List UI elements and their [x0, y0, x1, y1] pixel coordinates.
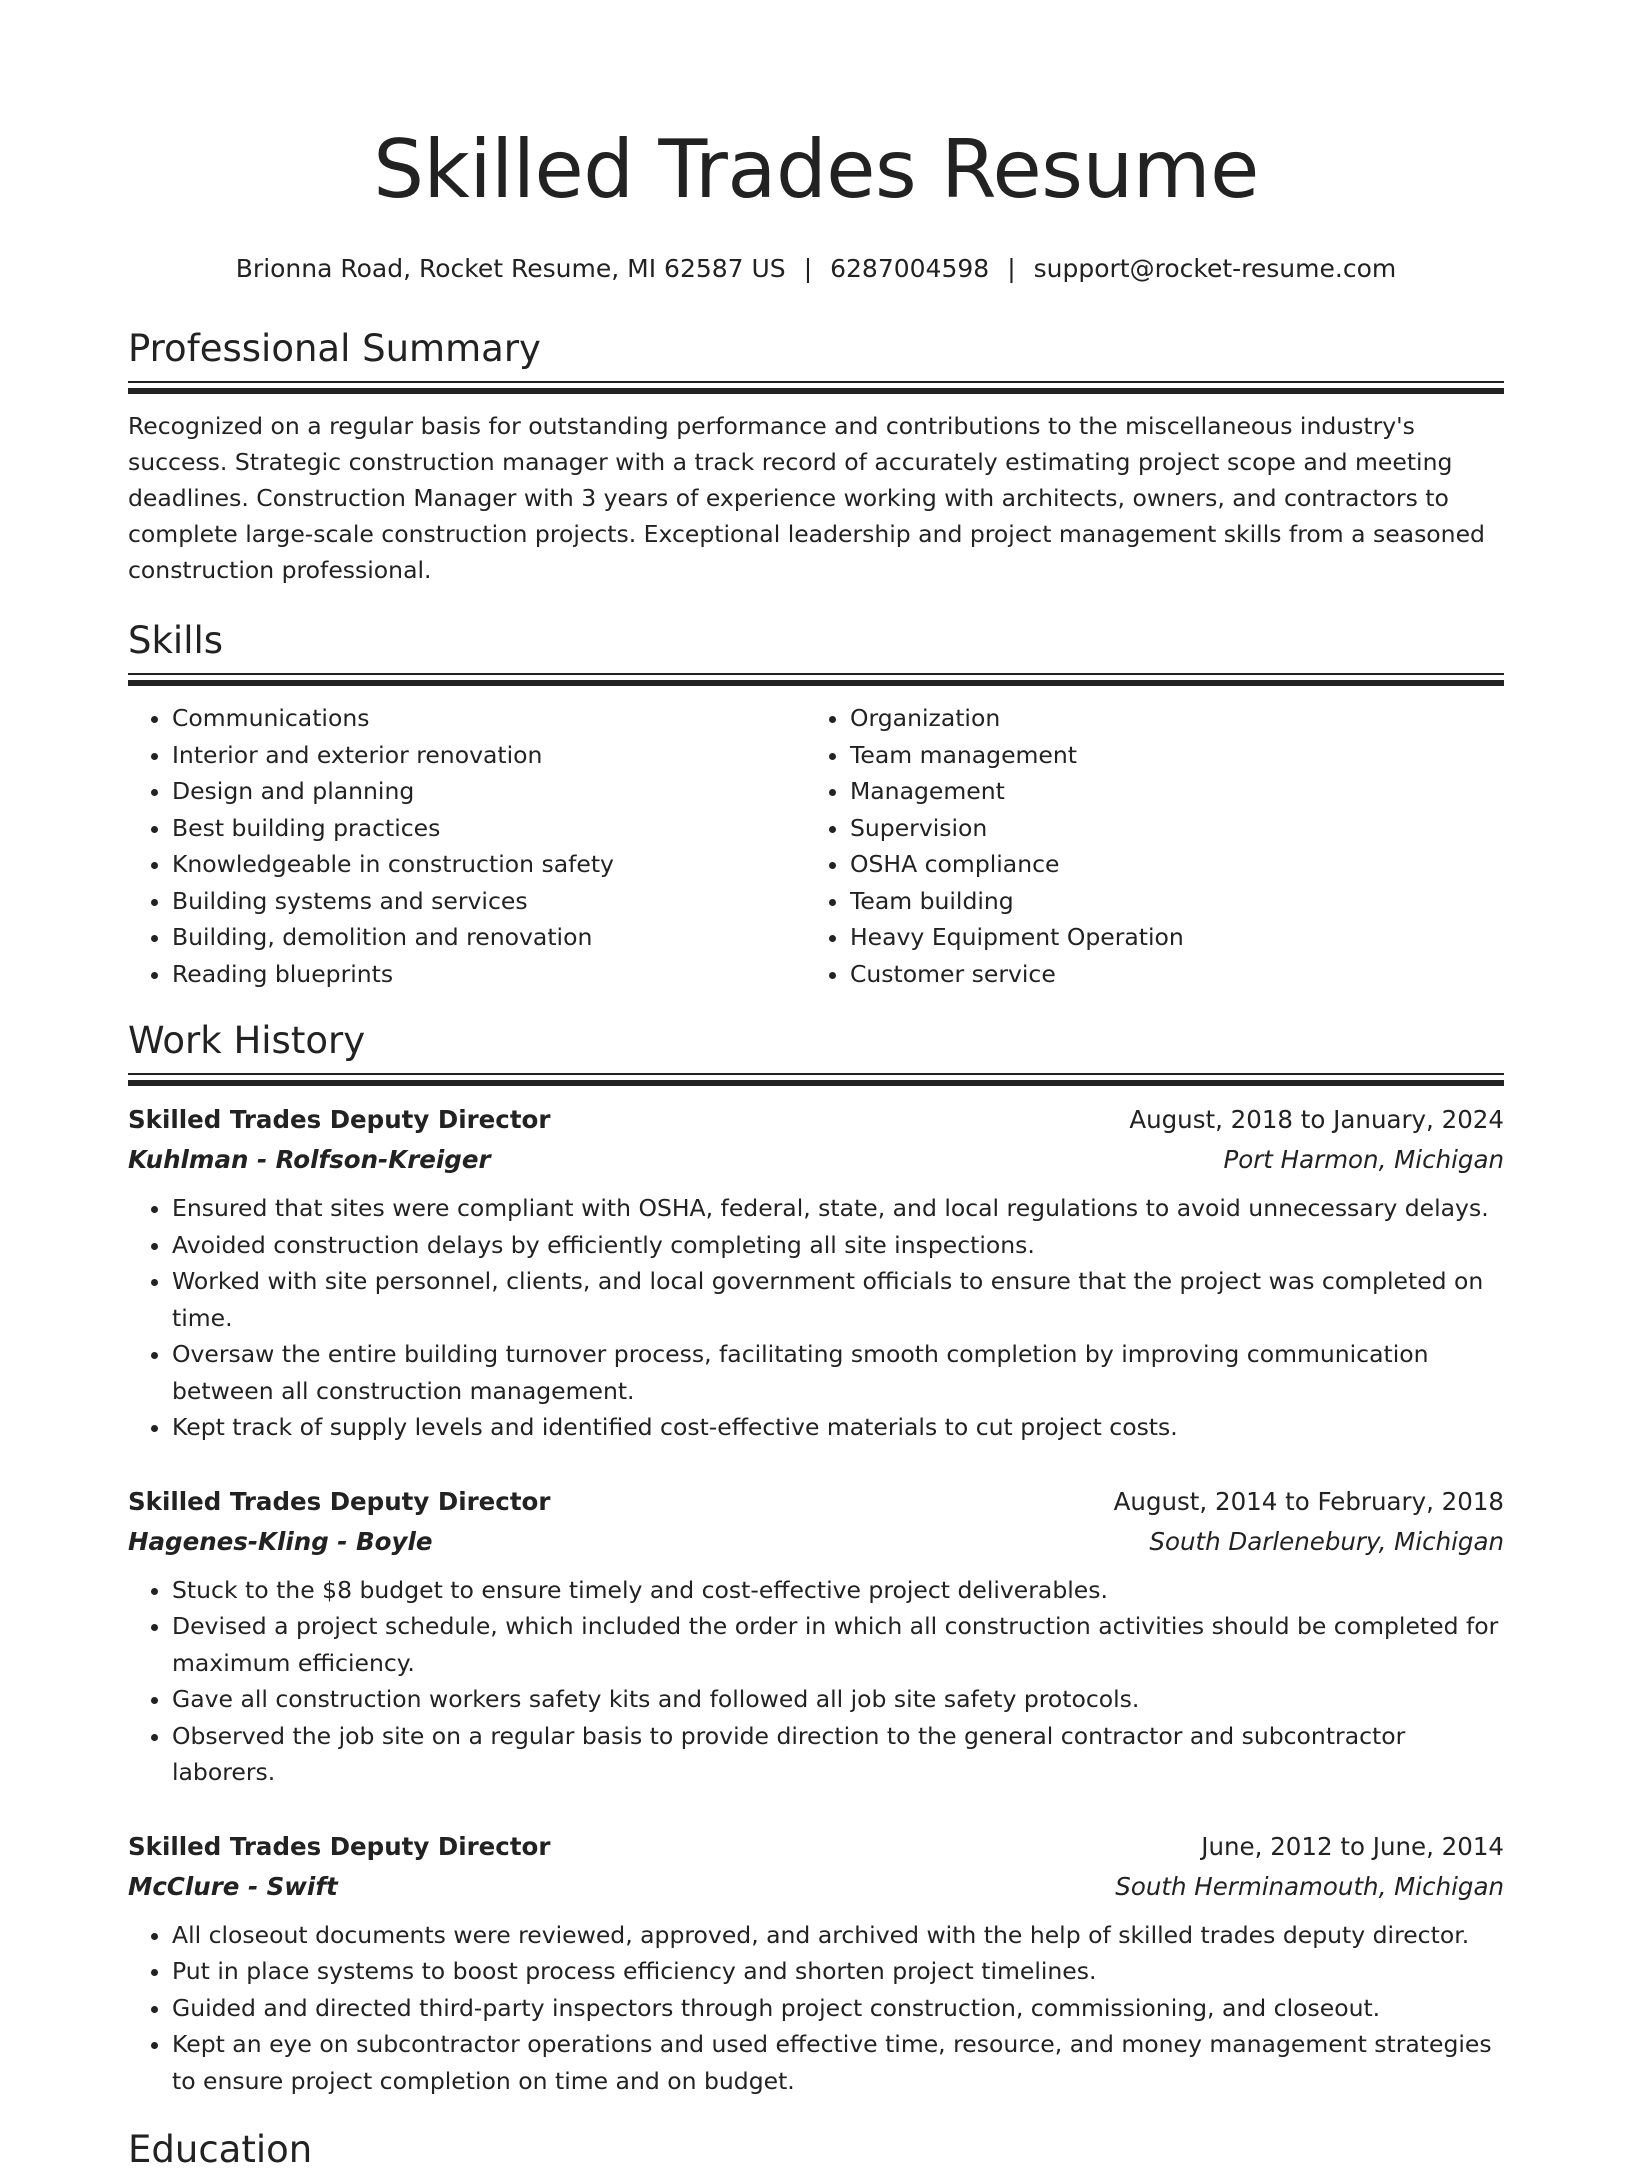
- job-role: Skilled Trades Deputy Director: [128, 1831, 551, 1861]
- contact-separator: |: [803, 254, 813, 283]
- summary-section: [128, 326, 1504, 588]
- job-bullet: • All closeout documents were reviewed, approved, and archived with the help of skilled trades deputy director.: [172, 1917, 1504, 1954]
- contact-address: Brionna Road, Rocket Resume, MI 62587 US: [235, 254, 786, 283]
- job-role: Skilled Trades Deputy Director: [128, 1486, 551, 1516]
- section-title-skills: Skills: [128, 619, 224, 662]
- job-subheader: [128, 1522, 1504, 1562]
- skill-item: • Knowledgeable in construction safety: [172, 846, 806, 883]
- section-rule: [128, 1073, 1504, 1075]
- skills-section: [128, 618, 1504, 992]
- job-bullet: • Kept an eye on subcontractor operations and used effective time, resource, and money management strategies to ensure project completion on time and on budget.: [172, 2026, 1504, 2099]
- job-bullet: • Observed the job site on a regular basis to provide direction to the general contractor and subcontractor laborers.: [172, 1718, 1504, 1791]
- section-title-summary: Professional Summary: [128, 327, 541, 370]
- education-section: [128, 2127, 1504, 2173]
- job-dates: June, 2012 to June, 2014: [1201, 1831, 1504, 1861]
- job-subheader: [128, 1867, 1504, 1907]
- skill-item: • Design and planning: [172, 773, 806, 810]
- skill-item: • Heavy Equipment Operation: [850, 919, 1484, 956]
- section-rule-thick: [128, 1080, 1504, 1086]
- work-history-section: [128, 1018, 1504, 2099]
- job-role: Skilled Trades Deputy Director: [128, 1105, 551, 1134]
- job-dates: August, 2014 to February, 2018: [1113, 1486, 1504, 1516]
- job-subheader: [128, 1140, 1504, 1180]
- skill-item: • Building systems and services: [172, 883, 806, 920]
- job-bullet: • Guided and directed third-party inspectors through project construction, commissioning, and closeout.: [172, 1990, 1504, 2027]
- job-location: Port Harmon, Michigan: [1223, 1145, 1504, 1174]
- skill-item: • Team management: [850, 737, 1484, 774]
- job-header: [128, 1100, 1504, 1140]
- job-bullets: [128, 1917, 1504, 2100]
- job-bullet: • Devised a project schedule, which included the order in which all construction activities should be completed for maximum efficiency.: [172, 1608, 1504, 1681]
- job-bullet: • Put in place systems to boost process efficiency and shorten project timelines.: [172, 1953, 1504, 1990]
- job-location: South Herminamouth, Michigan: [1115, 1871, 1504, 1901]
- job-location: South Darlenebury, Michigan: [1149, 1526, 1504, 1556]
- section-title-work: Work History: [128, 1019, 366, 1062]
- job-header: [128, 1827, 1504, 1867]
- job-bullet: • Stuck to the $8 budget to ensure timely and cost-effective project deliverables.: [172, 1572, 1504, 1609]
- skill-item: • Organization: [850, 700, 1484, 737]
- section-rule-thick: [128, 388, 1504, 394]
- job-entry: [128, 1100, 1504, 1446]
- job-bullet: • Ensured that sites were compliant with OSHA, federal, state, and local regulations to avoid unnecessary delays.: [172, 1190, 1504, 1227]
- summary-text: Recognized on a regular basis for outstanding performance and contributions to the miscellaneous industry's success. Strategic construction manager with a track record of accurately estimating project scope and meeting deadlines. Construction Manager with 3 years of experience working with architects, owners, and contractors to complete large-scale construction projects. Exceptional leadership and project management skills from a seasoned construction professional.: [128, 412, 1485, 584]
- job-bullets: [128, 1572, 1504, 1791]
- skill-item: • Interior and exterior renovation: [172, 737, 806, 774]
- contact-line: [128, 252, 1504, 286]
- job-company: Kuhlman - Rolfson-Kreiger: [128, 1145, 491, 1174]
- contact-phone: 6287004598: [830, 254, 990, 283]
- section-rule: [128, 381, 1504, 383]
- section-title-education: Education: [128, 2128, 313, 2171]
- skill-item: • Reading blueprints: [172, 956, 806, 993]
- job-entry: [128, 1827, 1504, 2100]
- skills-list-right: [806, 700, 1484, 992]
- skill-item: • Management: [850, 773, 1484, 810]
- skill-item: • Customer service: [850, 956, 1484, 993]
- contact-separator: |: [1007, 254, 1016, 283]
- section-rule-thick: [128, 680, 1504, 686]
- skills-list-left: [128, 700, 806, 992]
- job-bullet: • Avoided construction delays by efficiently completing all site inspections.: [172, 1227, 1504, 1264]
- job-header: [128, 1482, 1504, 1522]
- skill-item: • Supervision: [850, 810, 1484, 847]
- skill-item: • Building, demolition and renovation: [172, 919, 806, 956]
- skill-item: • Best building practices: [172, 810, 806, 847]
- job-bullet: • Worked with site personnel, clients, and local government officials to ensure that the project was completed on time.: [172, 1263, 1504, 1336]
- resume-page: [128, 0, 1504, 2173]
- skill-item: • Team building: [850, 883, 1484, 920]
- job-bullet: • Oversaw the entire building turnover process, facilitating smooth completion by improving communication between all construction management.: [172, 1336, 1504, 1409]
- skill-item: • Communications: [172, 700, 806, 737]
- skills-columns: [128, 700, 1504, 992]
- job-company: McClure - Swift: [128, 1871, 338, 1901]
- job-dates: August, 2018 to January, 2024: [1129, 1105, 1504, 1134]
- job-bullet: • Gave all construction workers safety kits and followed all job site safety protocols.: [172, 1681, 1504, 1718]
- section-rule: [128, 673, 1504, 675]
- skill-item: • OSHA compliance: [850, 846, 1484, 883]
- job-entry: [128, 1482, 1504, 1791]
- resume-title: Skilled Trades Resume: [373, 123, 1259, 216]
- job-bullets: [128, 1190, 1504, 1446]
- job-bullet: • Kept track of supply levels and identified cost-effective materials to cut project costs.: [172, 1409, 1504, 1446]
- job-company: Hagenes-Kling - Boyle: [128, 1526, 433, 1556]
- contact-email: support@rocket-resume.com: [1033, 254, 1397, 283]
